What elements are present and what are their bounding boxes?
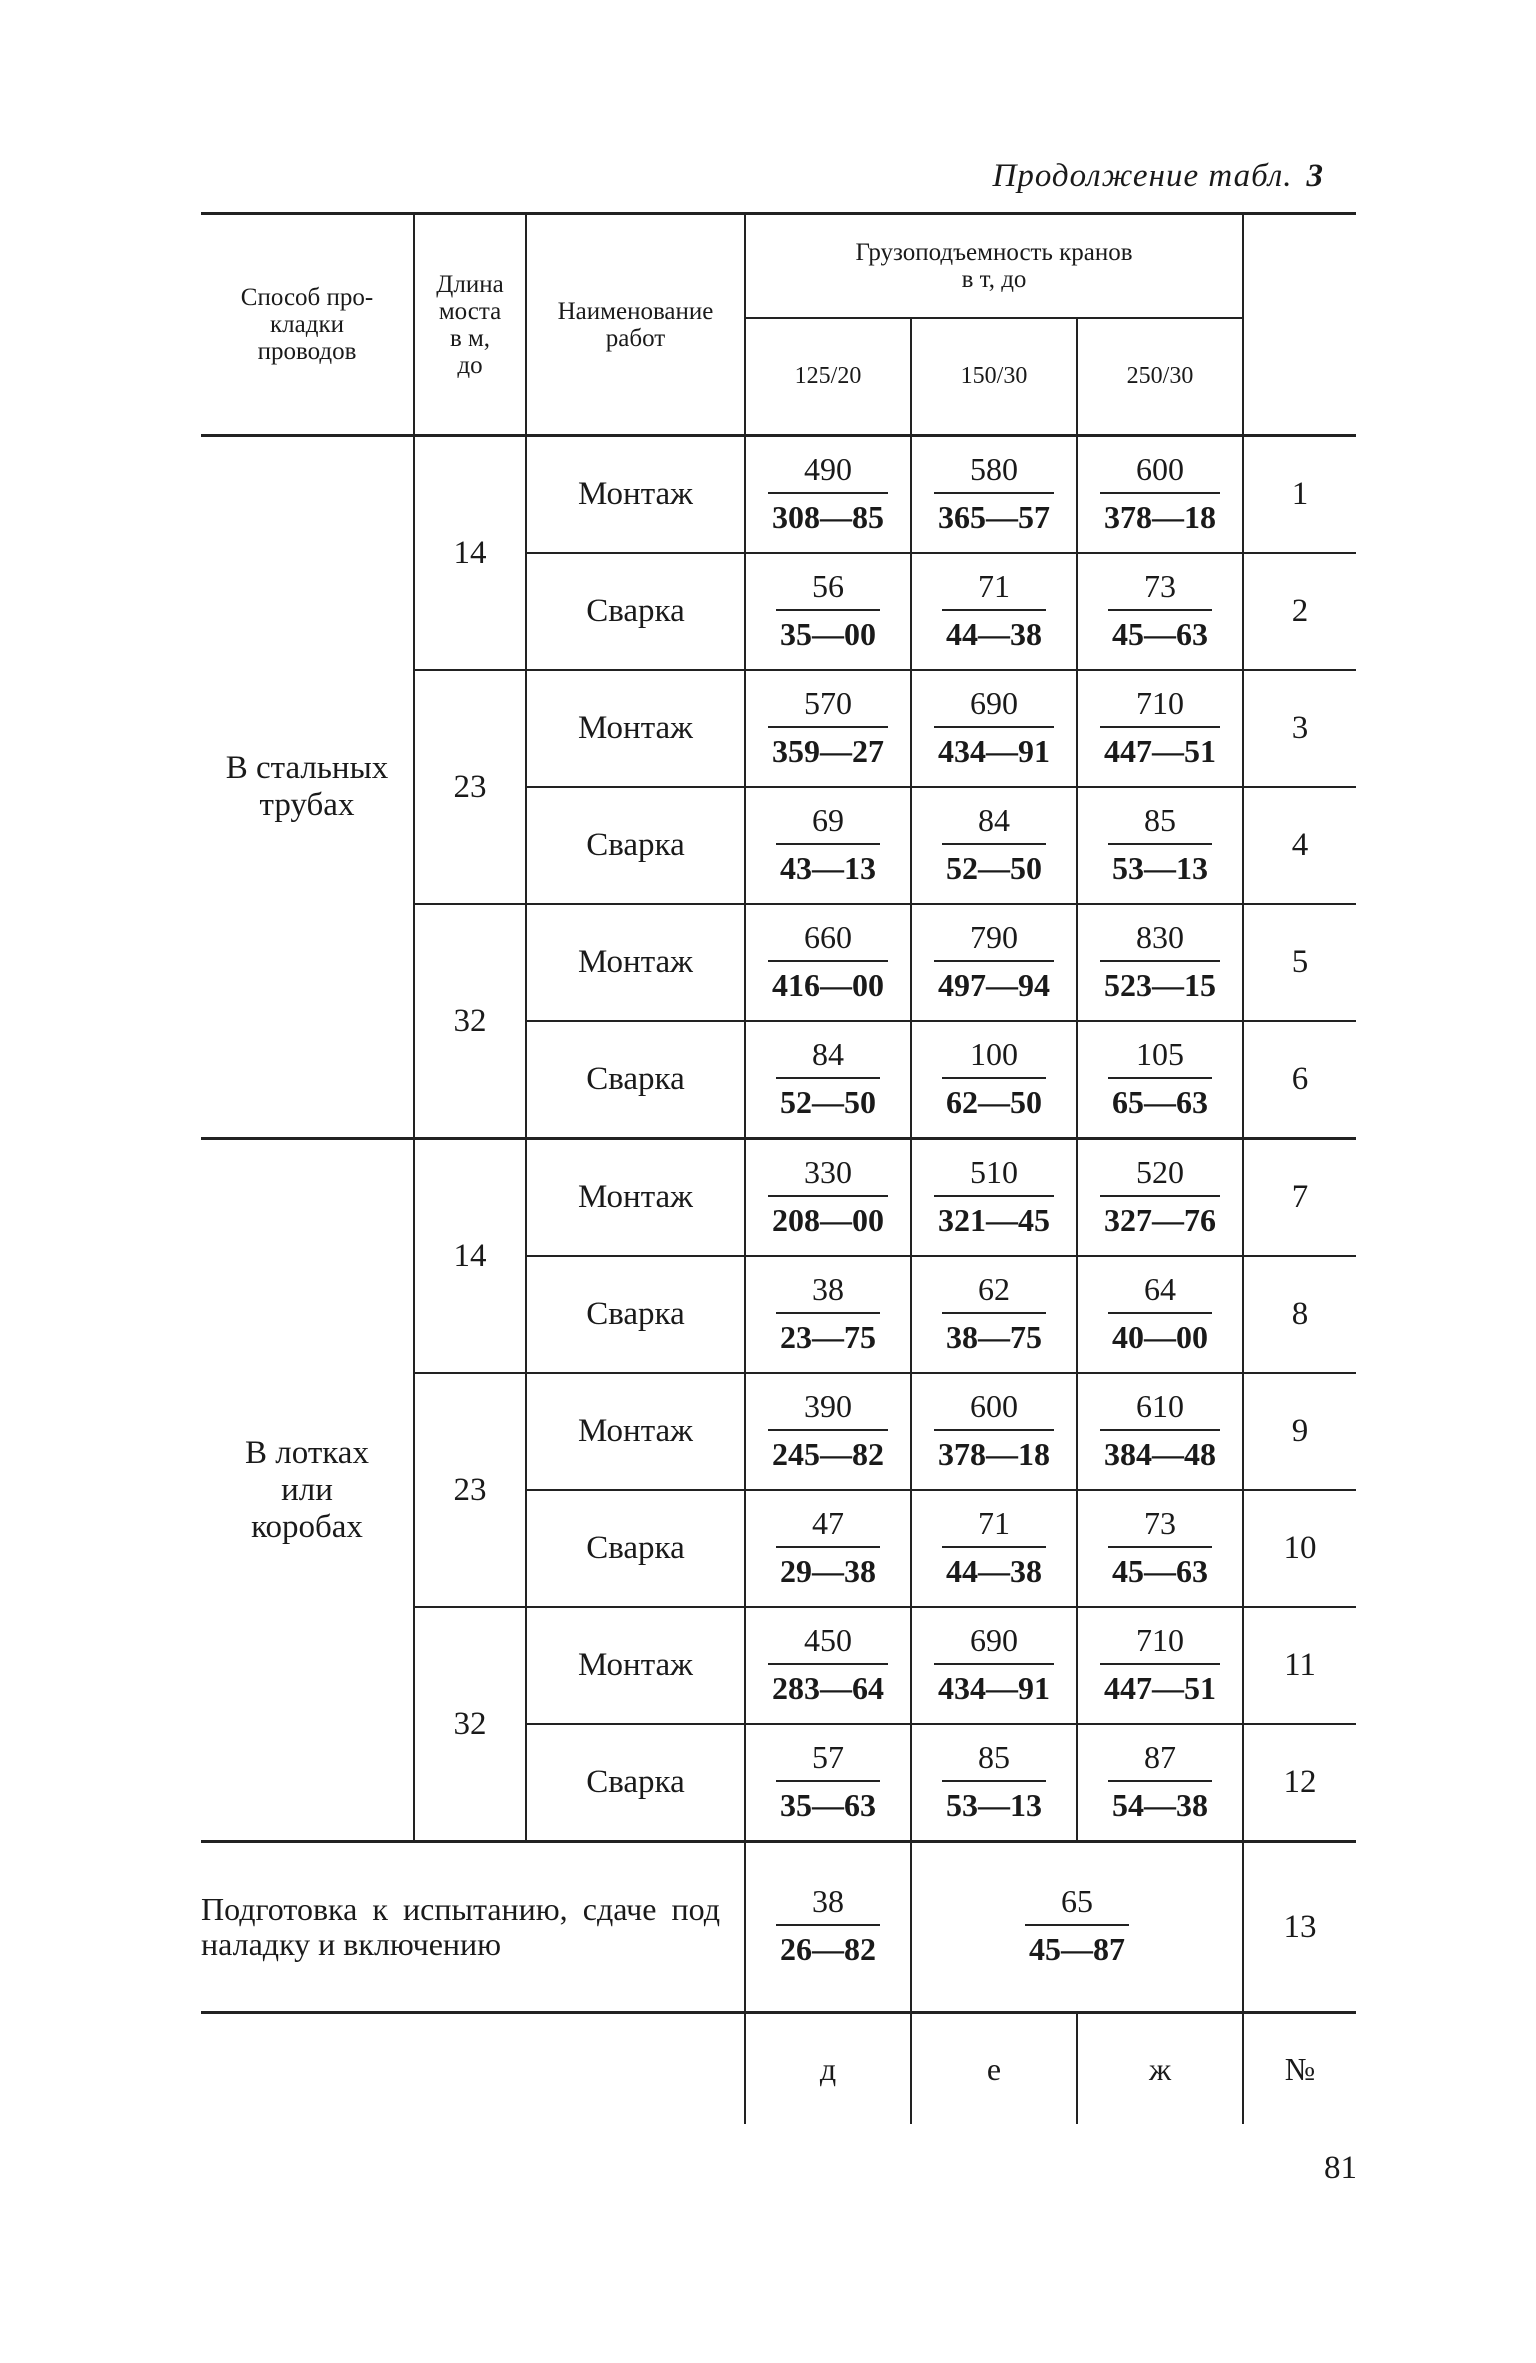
header-crane-3: 250/30 xyxy=(1077,318,1243,436)
fraction-denominator: 40—00 xyxy=(1108,1312,1212,1353)
fraction-denominator: 378—18 xyxy=(934,1429,1054,1470)
fraction-numerator: 47 xyxy=(812,1504,844,1541)
fraction-denominator: 447—51 xyxy=(1100,726,1220,767)
work-name-cell: Сварка xyxy=(526,553,745,670)
value-cell xyxy=(745,1607,911,1724)
value-cell xyxy=(745,787,911,904)
fraction-numerator: 73 xyxy=(1144,567,1176,604)
fraction-numerator: 71 xyxy=(978,1504,1010,1541)
fraction xyxy=(776,1738,880,1823)
value-cell xyxy=(745,1256,911,1373)
value-cell xyxy=(911,1021,1077,1139)
fraction-denominator: 45—87 xyxy=(1025,1924,1129,1965)
fraction-denominator: 44—38 xyxy=(942,609,1046,650)
fraction-denominator: 416—00 xyxy=(768,960,888,1001)
fraction-numerator: 85 xyxy=(1144,801,1176,838)
fraction-denominator: 308—85 xyxy=(768,492,888,533)
value-cell xyxy=(745,1021,911,1139)
fraction-denominator: 497—94 xyxy=(934,960,1054,1001)
fraction xyxy=(776,1270,880,1355)
fraction-numerator: 690 xyxy=(970,1621,1018,1658)
row-number-cell: 6 xyxy=(1243,1021,1356,1139)
fraction xyxy=(942,1270,1046,1355)
fraction-numerator: 64 xyxy=(1144,1270,1176,1307)
value-cell xyxy=(1077,670,1243,787)
footer-col-e: е xyxy=(911,2013,1077,2125)
footer-col-d: д xyxy=(745,2013,911,2125)
fraction-numerator: 600 xyxy=(1136,450,1184,487)
fraction-denominator: 45—63 xyxy=(1108,609,1212,650)
fraction xyxy=(776,1504,880,1589)
fraction-numerator: 73 xyxy=(1144,1504,1176,1541)
fraction xyxy=(934,918,1054,1003)
work-name-cell: Монтаж xyxy=(526,436,745,554)
row-number-cell: 1 xyxy=(1243,436,1356,554)
header-capacity-text: Грузоподъемность кранов в т, до xyxy=(855,239,1133,293)
fraction-numerator: 100 xyxy=(970,1035,1018,1072)
fraction-numerator: 580 xyxy=(970,450,1018,487)
fraction-numerator: 610 xyxy=(1136,1387,1184,1424)
footer-col-zh: ж xyxy=(1077,2013,1243,2125)
fraction-denominator: 44—38 xyxy=(942,1546,1046,1587)
fraction-numerator: 57 xyxy=(812,1738,844,1775)
fraction-denominator: 38—75 xyxy=(942,1312,1046,1353)
value-cell xyxy=(1077,904,1243,1021)
preparation-text-cell xyxy=(201,1842,745,2013)
value-cell xyxy=(911,1256,1077,1373)
fraction xyxy=(1108,1738,1212,1823)
crane-capacity-table xyxy=(201,212,1356,2124)
row-number-cell: 9 xyxy=(1243,1373,1356,1490)
fraction xyxy=(768,1153,888,1238)
value-cell xyxy=(745,436,911,554)
fraction-numerator: 38 xyxy=(812,1883,844,1919)
work-name-cell: Монтаж xyxy=(526,1607,745,1724)
row-number-cell: 2 xyxy=(1243,553,1356,670)
fraction-denominator: 434—91 xyxy=(934,726,1054,767)
fraction-denominator: 43—13 xyxy=(776,843,880,884)
fraction-denominator: 35—00 xyxy=(776,609,880,650)
fraction-numerator: 830 xyxy=(1136,918,1184,955)
fraction xyxy=(776,1885,880,1965)
value-cell xyxy=(745,1490,911,1607)
header-capacity xyxy=(745,214,1243,319)
fraction-denominator: 365—57 xyxy=(934,492,1054,533)
value-cell xyxy=(911,670,1077,787)
work-name-cell: Монтаж xyxy=(526,904,745,1021)
preparation-value-cell-merged xyxy=(911,1842,1243,2013)
caption-number: 3 xyxy=(1306,158,1324,194)
fraction xyxy=(768,1387,888,1472)
work-name-cell: Сварка xyxy=(526,1021,745,1139)
preparation-value-cell xyxy=(745,1842,911,2013)
table-caption xyxy=(993,158,1324,195)
fraction xyxy=(942,567,1046,652)
fraction xyxy=(1025,1885,1129,1965)
fraction-numerator: 85 xyxy=(978,1738,1010,1775)
value-cell xyxy=(1077,1490,1243,1607)
work-name-cell: Монтаж xyxy=(526,1139,745,1257)
header-crane-1: 125/20 xyxy=(745,318,911,436)
row-number-cell: 4 xyxy=(1243,787,1356,904)
preparation-text: Подготовка к испытанию, сдаче под наладку и включению xyxy=(201,1891,720,1962)
method-label: В стальных трубах xyxy=(225,750,389,823)
header-index-empty xyxy=(1243,214,1356,436)
value-cell xyxy=(1077,1256,1243,1373)
fraction-numerator: 520 xyxy=(1136,1153,1184,1190)
work-name-cell: Сварка xyxy=(526,1490,745,1607)
footer-row xyxy=(201,2013,1356,2125)
fraction-numerator: 330 xyxy=(804,1153,852,1190)
fraction xyxy=(768,684,888,769)
fraction xyxy=(768,1621,888,1706)
fraction-denominator: 45—63 xyxy=(1108,1546,1212,1587)
fraction xyxy=(776,567,880,652)
fraction-numerator: 510 xyxy=(970,1153,1018,1190)
fraction-denominator: 208—00 xyxy=(768,1195,888,1236)
fraction-denominator: 378—18 xyxy=(1100,492,1220,533)
method-cell xyxy=(201,436,414,1139)
value-cell xyxy=(745,1139,911,1257)
value-cell xyxy=(911,787,1077,904)
fraction-denominator: 23—75 xyxy=(776,1312,880,1353)
fraction-numerator: 600 xyxy=(970,1387,1018,1424)
header-row xyxy=(201,214,1356,319)
fraction xyxy=(1108,801,1212,886)
table-row xyxy=(201,1139,1356,1257)
fraction xyxy=(1108,1035,1212,1120)
value-cell xyxy=(745,1373,911,1490)
fraction xyxy=(942,1738,1046,1823)
value-cell xyxy=(745,670,911,787)
fraction xyxy=(1108,1504,1212,1589)
fraction-denominator: 384—48 xyxy=(1100,1429,1220,1470)
preparation-row xyxy=(201,1842,1356,2013)
fraction-numerator: 710 xyxy=(1136,1621,1184,1658)
fraction xyxy=(1100,918,1220,1003)
fraction-numerator: 38 xyxy=(812,1270,844,1307)
fraction xyxy=(942,801,1046,886)
fraction xyxy=(934,1153,1054,1238)
header-method-text: Способ про- кладки проводов xyxy=(240,284,374,365)
value-cell xyxy=(911,436,1077,554)
fraction xyxy=(934,1387,1054,1472)
header-method xyxy=(201,214,414,436)
fraction-numerator: 69 xyxy=(812,801,844,838)
fraction xyxy=(1108,567,1212,652)
caption-text: Продолжение табл. xyxy=(992,158,1293,194)
value-cell xyxy=(1077,787,1243,904)
value-cell xyxy=(1077,1021,1243,1139)
work-name-cell: Сварка xyxy=(526,787,745,904)
fraction xyxy=(1100,450,1220,535)
fraction-denominator: 327—76 xyxy=(1100,1195,1220,1236)
value-cell xyxy=(1077,436,1243,554)
fraction-denominator: 26—82 xyxy=(776,1924,880,1965)
value-cell xyxy=(1077,1373,1243,1490)
fraction-numerator: 660 xyxy=(804,918,852,955)
length-cell: 14 xyxy=(414,436,526,671)
fraction-denominator: 65—63 xyxy=(1108,1077,1212,1118)
row-number-cell: 11 xyxy=(1243,1607,1356,1724)
value-cell xyxy=(911,553,1077,670)
fraction-numerator: 390 xyxy=(804,1387,852,1424)
row-number-cell: 10 xyxy=(1243,1490,1356,1607)
footer-number-sign: № xyxy=(1284,2050,1316,2087)
work-name-cell: Сварка xyxy=(526,1724,745,1842)
fraction-numerator: 570 xyxy=(804,684,852,721)
fraction xyxy=(776,801,880,886)
footer-empty xyxy=(201,2013,745,2125)
fraction xyxy=(1100,1153,1220,1238)
length-cell: 32 xyxy=(414,904,526,1139)
header-work xyxy=(526,214,745,436)
fraction-denominator: 53—13 xyxy=(942,1780,1046,1821)
length-cell: 14 xyxy=(414,1139,526,1374)
header-length xyxy=(414,214,526,436)
table-body xyxy=(201,214,1356,2125)
header-crane-2: 150/30 xyxy=(911,318,1077,436)
fraction-denominator: 35—63 xyxy=(776,1780,880,1821)
header-work-text: Наименование работ xyxy=(557,297,714,352)
value-cell xyxy=(911,1373,1077,1490)
fraction xyxy=(1100,684,1220,769)
fraction-denominator: 434—91 xyxy=(934,1663,1054,1704)
fraction xyxy=(768,450,888,535)
work-name-cell: Монтаж xyxy=(526,670,745,787)
fraction-numerator: 65 xyxy=(1061,1883,1093,1919)
value-cell xyxy=(911,1490,1077,1607)
fraction xyxy=(1100,1387,1220,1472)
value-cell xyxy=(911,904,1077,1021)
row-number-cell: 12 xyxy=(1243,1724,1356,1842)
fraction-denominator: 523—15 xyxy=(1100,960,1220,1001)
length-cell: 32 xyxy=(414,1607,526,1842)
fraction-numerator: 56 xyxy=(812,567,844,604)
fraction-numerator: 62 xyxy=(978,1270,1010,1307)
fraction xyxy=(1100,1621,1220,1706)
work-name-cell: Сварка xyxy=(526,1256,745,1373)
fraction-denominator: 62—50 xyxy=(942,1077,1046,1118)
fraction xyxy=(934,1621,1054,1706)
value-cell xyxy=(745,1724,911,1842)
value-cell xyxy=(1077,1139,1243,1257)
fraction-denominator: 283—64 xyxy=(768,1663,888,1704)
fraction xyxy=(1108,1270,1212,1355)
value-cell xyxy=(911,1139,1077,1257)
fraction-numerator: 105 xyxy=(1136,1035,1184,1072)
fraction-numerator: 84 xyxy=(812,1035,844,1072)
fraction-denominator: 52—50 xyxy=(942,843,1046,884)
value-cell xyxy=(1077,1607,1243,1724)
length-cell: 23 xyxy=(414,670,526,904)
fraction-denominator: 54—38 xyxy=(1108,1780,1212,1821)
fraction-numerator: 87 xyxy=(1144,1738,1176,1775)
fraction xyxy=(934,684,1054,769)
fraction xyxy=(776,1035,880,1120)
method-label: В лотках или коробах xyxy=(245,1434,369,1545)
fraction-denominator: 29—38 xyxy=(776,1546,880,1587)
fraction xyxy=(768,918,888,1003)
preparation-number-cell: 13 xyxy=(1243,1842,1356,2013)
page-number: 81 xyxy=(1324,2150,1357,2186)
fraction-numerator: 84 xyxy=(978,801,1010,838)
row-number-cell: 7 xyxy=(1243,1139,1356,1257)
row-number-cell: 5 xyxy=(1243,904,1356,1021)
table-row xyxy=(201,436,1356,554)
method-cell xyxy=(201,1139,414,1842)
value-cell xyxy=(745,553,911,670)
fraction-denominator: 53—13 xyxy=(1108,843,1212,884)
fraction-denominator: 359—27 xyxy=(768,726,888,767)
value-cell xyxy=(911,1724,1077,1842)
work-name-cell: Монтаж xyxy=(526,1373,745,1490)
row-number-cell: 3 xyxy=(1243,670,1356,787)
value-cell xyxy=(1077,1724,1243,1842)
value-cell xyxy=(1077,553,1243,670)
fraction-numerator: 710 xyxy=(1136,684,1184,721)
fraction-denominator: 245—82 xyxy=(768,1429,888,1470)
fraction-denominator: 447—51 xyxy=(1100,1663,1220,1704)
value-cell xyxy=(745,904,911,1021)
fraction-numerator: 790 xyxy=(970,918,1018,955)
fraction-numerator: 690 xyxy=(970,684,1018,721)
fraction xyxy=(942,1504,1046,1589)
fraction-numerator: 71 xyxy=(978,567,1010,604)
fraction-denominator: 52—50 xyxy=(776,1077,880,1118)
length-cell: 23 xyxy=(414,1373,526,1607)
fraction-numerator: 450 xyxy=(804,1621,852,1658)
fraction-numerator: 490 xyxy=(804,450,852,487)
fraction-denominator: 321—45 xyxy=(934,1195,1054,1236)
fraction xyxy=(934,450,1054,535)
header-length-text: Длина моста в м, до xyxy=(436,270,504,379)
row-number-cell: 8 xyxy=(1243,1256,1356,1373)
fraction xyxy=(942,1035,1046,1120)
value-cell xyxy=(911,1607,1077,1724)
